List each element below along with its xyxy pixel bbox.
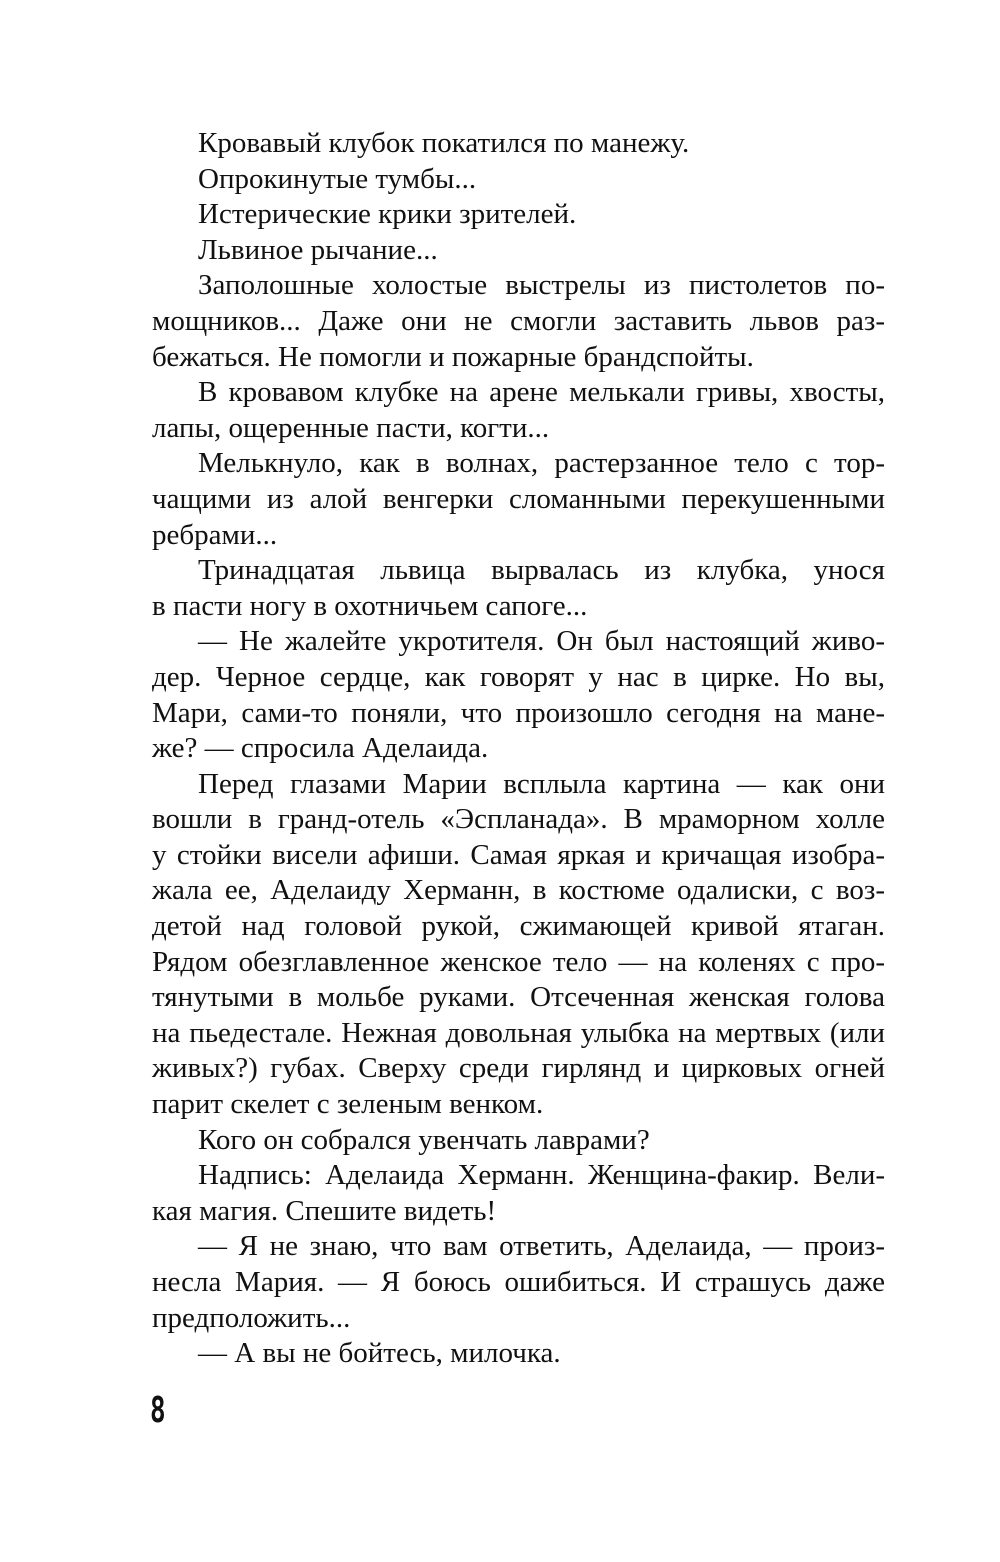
text-line: В кровавом клубке на арене мелькали гривы, хвосты, — [198, 376, 885, 409]
text-line: детой над головой рукой, сжимающей кривой ятаган. — [152, 910, 885, 943]
text-line: чащими из алой венгерки сломанными перекушенными — [152, 482, 885, 515]
text-line: мощников... Даже они не смогли заставить львов раз- — [152, 304, 885, 337]
text-line: дер. Черное сердце, как говорят у нас в цирке. Но вы, — [152, 660, 885, 693]
text-line: Мари, сами-то поняли, что произошло сегодня на мане- — [152, 696, 885, 729]
body-text — [152, 126, 885, 1372]
text-line: Тринадцатая львица вырвалась из клубка, унося — [198, 554, 885, 587]
text-line: лапы, ощеренные пасти, когти... — [152, 411, 550, 444]
text-line: Опрокинутые тумбы... — [198, 162, 477, 195]
text-line: же? — спросила Аделаида. — [152, 732, 489, 765]
text-line: несла Мария. — Я боюсь ошибиться. И страшусь даже — [152, 1266, 885, 1298]
text-line: предположить... — [152, 1301, 351, 1334]
text-line: Заполошные холостые выстрелы из пистолетов по- — [198, 269, 885, 302]
text-line: парит скелет с зеленым венком. — [152, 1088, 544, 1121]
text-line: Мелькнуло, как в волнах, растерзанное тело с тор- — [198, 447, 885, 480]
text-line: вошли в гранд-отель «Эспланада». В мраморном холле — [152, 803, 885, 836]
text-line: в пасти ногу в охотничьем сапоге... — [152, 589, 588, 622]
text-line: живых?) губах. Сверху среди гирлянд и цирковых огней — [152, 1052, 885, 1085]
text-line: тянутыми в мольбе руками. Отсеченная женская голова — [152, 981, 885, 1014]
text-line: Истерические крики зрителей. — [198, 198, 577, 231]
text-line: ребрами... — [152, 518, 278, 551]
text-line: жала ее, Аделаиду Херманн, в костюме одалиски, с воз- — [152, 874, 885, 907]
text-line: — Не жалейте укротителя. Он был настоящий живо- — [198, 625, 885, 658]
text-line: на пьедестале. Нежная довольная улыбка на мертвых (или — [152, 1016, 885, 1049]
text-line: Перед глазами Марии всплыла картина — как они — [198, 767, 885, 800]
text-line: кая магия. Спешите видеть! — [152, 1194, 497, 1227]
text-line: у стойки висели афиши. Самая яркая и кричащая изобра- — [152, 838, 885, 871]
text-line: Рядом обезглавленное женское тело — на коленях с про- — [152, 945, 885, 978]
text-line: — Я не знаю, что вам ответить, Аделаида, — произ- — [198, 1230, 885, 1263]
text-line: Кровавый клубок покатился по манежу. — [198, 127, 690, 159]
text-line: Львиное рычание... — [198, 233, 438, 266]
text-line: — А вы не бойтесь, милочка. — [198, 1337, 561, 1370]
page-number: 8 — [150, 1390, 166, 1431]
text-line: Надпись: Аделаида Херманн. Женщина-факир. Вели- — [198, 1159, 885, 1192]
text-line: бежаться. Не помогли и пожарные брандспойты. — [152, 340, 754, 373]
text-line: Кого он собрался увенчать лаврами? — [198, 1123, 650, 1156]
